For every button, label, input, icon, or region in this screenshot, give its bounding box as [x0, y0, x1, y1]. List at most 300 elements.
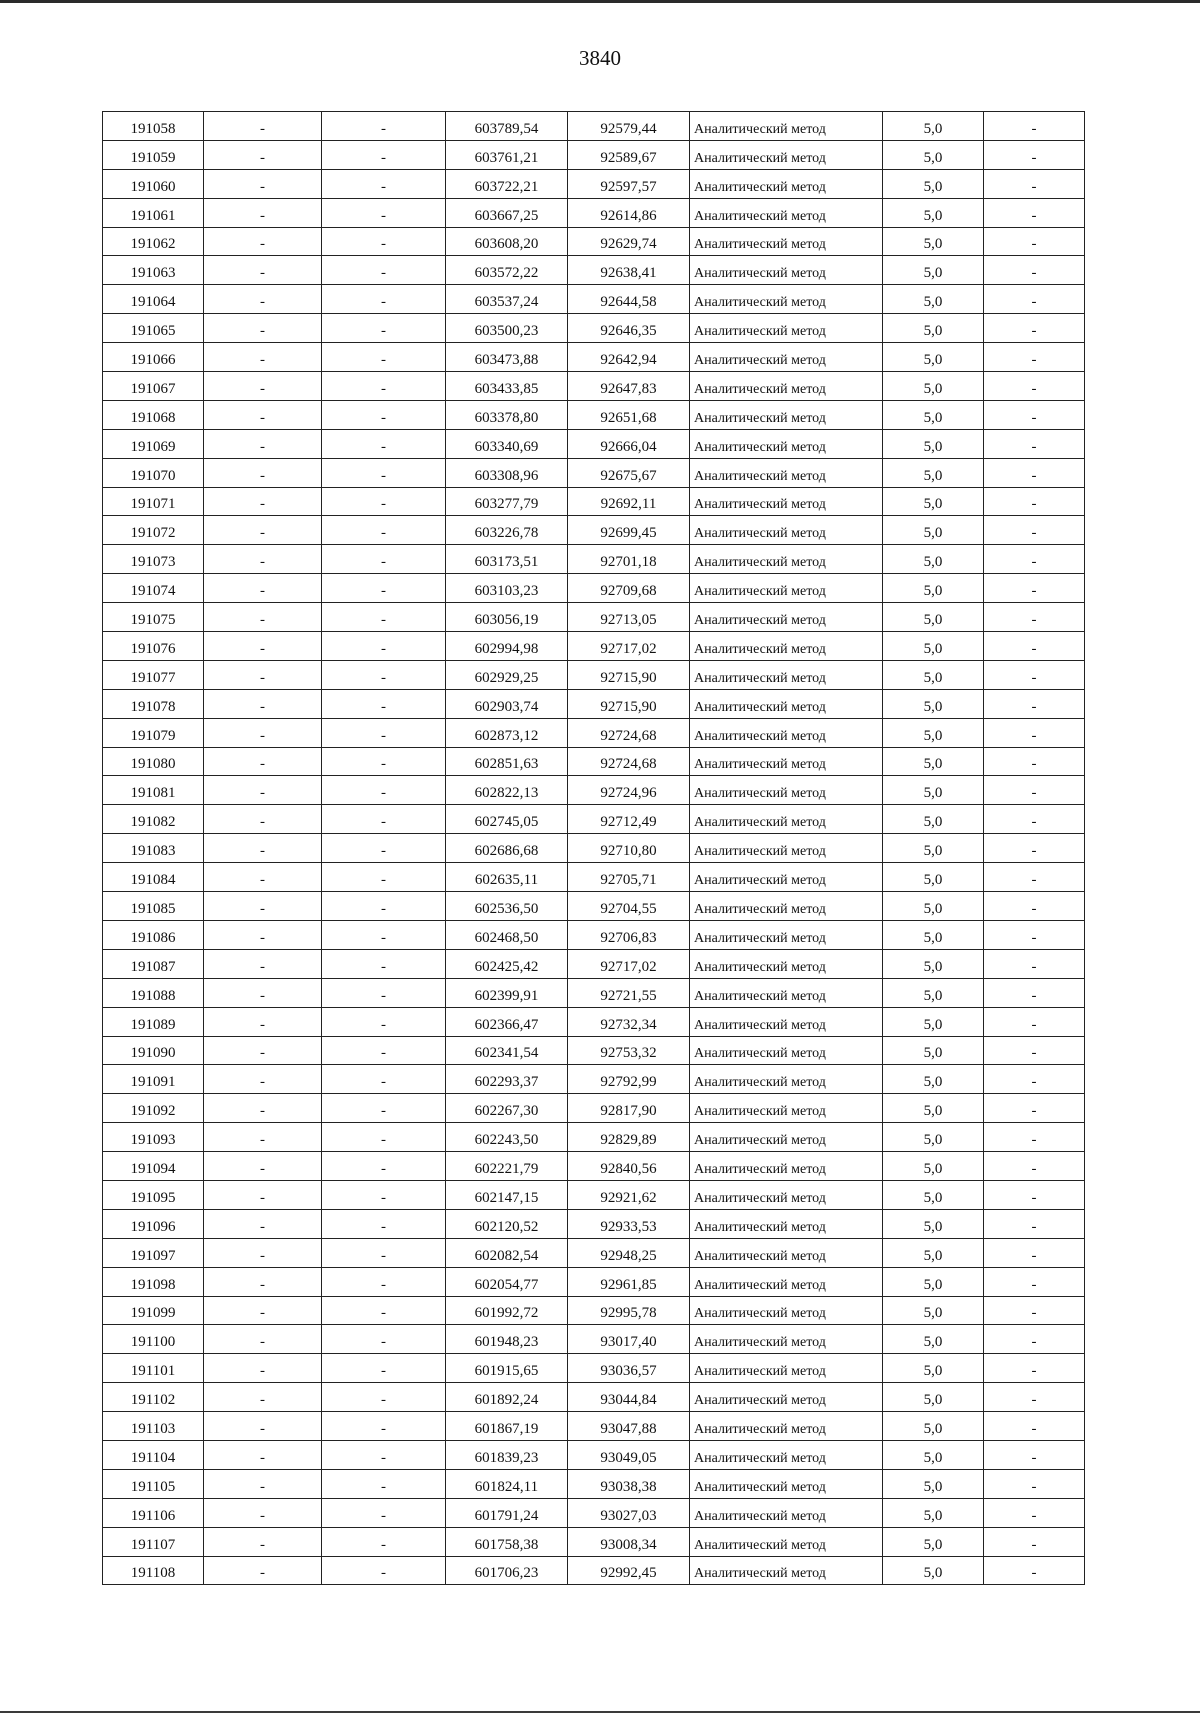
y-coordinate-cell: 92706,83 — [568, 920, 690, 949]
method-cell: Аналитический метод — [690, 1007, 883, 1036]
table-row — [103, 776, 1085, 805]
x-coordinate-cell: 602120,52 — [446, 1209, 568, 1238]
empty-cell-b: - — [322, 285, 446, 314]
empty-cell-b: - — [322, 1065, 446, 1094]
precision-cell: 5,0 — [883, 429, 984, 458]
precision-cell: 5,0 — [883, 805, 984, 834]
empty-cell-b: - — [322, 487, 446, 516]
y-coordinate-cell: 92724,68 — [568, 718, 690, 747]
x-coordinate-cell: 603340,69 — [446, 429, 568, 458]
note-cell: - — [984, 1440, 1085, 1469]
note-cell: - — [984, 1498, 1085, 1527]
x-coordinate-cell: 602745,05 — [446, 805, 568, 834]
empty-cell-a: - — [204, 285, 322, 314]
table-row — [103, 574, 1085, 603]
empty-cell-a: - — [204, 1209, 322, 1238]
table-row — [103, 1469, 1085, 1498]
y-coordinate-cell: 92753,32 — [568, 1036, 690, 1065]
point-id-cell: 191068 — [103, 400, 204, 429]
point-id-cell: 191079 — [103, 718, 204, 747]
precision-cell: 5,0 — [883, 1325, 984, 1354]
x-coordinate-cell: 601892,24 — [446, 1383, 568, 1412]
method-cell: Аналитический метод — [690, 545, 883, 574]
method-cell: Аналитический метод — [690, 949, 883, 978]
x-coordinate-cell: 603722,21 — [446, 169, 568, 198]
method-cell: Аналитический метод — [690, 1296, 883, 1325]
table-row — [103, 718, 1085, 747]
x-coordinate-cell: 603173,51 — [446, 545, 568, 574]
x-coordinate-cell: 602054,77 — [446, 1267, 568, 1296]
method-cell: Аналитический метод — [690, 1440, 883, 1469]
method-cell: Аналитический метод — [690, 574, 883, 603]
empty-cell-b: - — [322, 516, 446, 545]
x-coordinate-cell: 602221,79 — [446, 1152, 568, 1181]
method-cell: Аналитический метод — [690, 1036, 883, 1065]
empty-cell-b: - — [322, 632, 446, 661]
x-coordinate-cell: 602147,15 — [446, 1180, 568, 1209]
point-id-cell: 191077 — [103, 660, 204, 689]
x-coordinate-cell: 603500,23 — [446, 314, 568, 343]
y-coordinate-cell: 92713,05 — [568, 603, 690, 632]
x-coordinate-cell: 601948,23 — [446, 1325, 568, 1354]
x-coordinate-cell: 602929,25 — [446, 660, 568, 689]
table-row — [103, 314, 1085, 343]
empty-cell-a: - — [204, 1180, 322, 1209]
table-row — [103, 169, 1085, 198]
y-coordinate-cell: 92597,57 — [568, 169, 690, 198]
x-coordinate-cell: 602082,54 — [446, 1238, 568, 1267]
x-coordinate-cell: 602399,91 — [446, 978, 568, 1007]
point-id-cell: 191108 — [103, 1556, 204, 1585]
scan-top-edge — [0, 0, 1200, 3]
table-row — [103, 689, 1085, 718]
empty-cell-b: - — [322, 1383, 446, 1412]
precision-cell: 5,0 — [883, 1094, 984, 1123]
precision-cell: 5,0 — [883, 574, 984, 603]
x-coordinate-cell: 602851,63 — [446, 747, 568, 776]
point-id-cell: 191078 — [103, 689, 204, 718]
point-id-cell: 191085 — [103, 892, 204, 921]
empty-cell-b: - — [322, 1094, 446, 1123]
precision-cell: 5,0 — [883, 1354, 984, 1383]
y-coordinate-cell: 92638,41 — [568, 256, 690, 285]
point-id-cell: 191075 — [103, 603, 204, 632]
note-cell: - — [984, 978, 1085, 1007]
method-cell: Аналитический метод — [690, 978, 883, 1007]
x-coordinate-cell: 603667,25 — [446, 198, 568, 227]
y-coordinate-cell: 92840,56 — [568, 1152, 690, 1181]
point-id-cell: 191082 — [103, 805, 204, 834]
method-cell: Аналитический метод — [690, 1556, 883, 1585]
note-cell: - — [984, 256, 1085, 285]
method-cell: Аналитический метод — [690, 1469, 883, 1498]
x-coordinate-cell: 602635,11 — [446, 863, 568, 892]
point-id-cell: 191097 — [103, 1238, 204, 1267]
empty-cell-b: - — [322, 198, 446, 227]
table-row — [103, 458, 1085, 487]
y-coordinate-cell: 92704,55 — [568, 892, 690, 921]
empty-cell-b: - — [322, 1267, 446, 1296]
empty-cell-b: - — [322, 1209, 446, 1238]
precision-cell: 5,0 — [883, 1007, 984, 1036]
table-row — [103, 545, 1085, 574]
point-id-cell: 191084 — [103, 863, 204, 892]
point-id-cell: 191070 — [103, 458, 204, 487]
y-coordinate-cell: 92715,90 — [568, 660, 690, 689]
table-row — [103, 978, 1085, 1007]
y-coordinate-cell: 92699,45 — [568, 516, 690, 545]
method-cell: Аналитический метод — [690, 400, 883, 429]
point-id-cell: 191066 — [103, 343, 204, 372]
method-cell: Аналитический метод — [690, 516, 883, 545]
method-cell: Аналитический метод — [690, 603, 883, 632]
x-coordinate-cell: 603608,20 — [446, 227, 568, 256]
y-coordinate-cell: 92717,02 — [568, 632, 690, 661]
point-id-cell: 191103 — [103, 1412, 204, 1441]
point-id-cell: 191107 — [103, 1527, 204, 1556]
x-coordinate-cell: 601824,11 — [446, 1469, 568, 1498]
table-row — [103, 343, 1085, 372]
note-cell: - — [984, 1469, 1085, 1498]
method-cell: Аналитический метод — [690, 660, 883, 689]
table-row — [103, 1412, 1085, 1441]
method-cell: Аналитический метод — [690, 1094, 883, 1123]
empty-cell-a: - — [204, 372, 322, 401]
precision-cell: 5,0 — [883, 1440, 984, 1469]
point-id-cell: 191072 — [103, 516, 204, 545]
point-id-cell: 191064 — [103, 285, 204, 314]
precision-cell: 5,0 — [883, 343, 984, 372]
table-row — [103, 805, 1085, 834]
note-cell: - — [984, 343, 1085, 372]
precision-cell: 5,0 — [883, 863, 984, 892]
empty-cell-a: - — [204, 429, 322, 458]
x-coordinate-cell: 602267,30 — [446, 1094, 568, 1123]
x-coordinate-cell: 602243,50 — [446, 1123, 568, 1152]
y-coordinate-cell: 92629,74 — [568, 227, 690, 256]
note-cell: - — [984, 545, 1085, 574]
method-cell: Аналитический метод — [690, 256, 883, 285]
empty-cell-b: - — [322, 1180, 446, 1209]
table-row — [103, 892, 1085, 921]
y-coordinate-cell: 93047,88 — [568, 1412, 690, 1441]
x-coordinate-cell: 603308,96 — [446, 458, 568, 487]
note-cell: - — [984, 1036, 1085, 1065]
table-row — [103, 140, 1085, 169]
point-id-cell: 191063 — [103, 256, 204, 285]
note-cell: - — [984, 1065, 1085, 1094]
y-coordinate-cell: 93008,34 — [568, 1527, 690, 1556]
empty-cell-b: - — [322, 574, 446, 603]
note-cell: - — [984, 574, 1085, 603]
point-id-cell: 191076 — [103, 632, 204, 661]
y-coordinate-cell: 92817,90 — [568, 1094, 690, 1123]
empty-cell-a: - — [204, 343, 322, 372]
table-row — [103, 516, 1085, 545]
point-id-cell: 191059 — [103, 140, 204, 169]
empty-cell-a: - — [204, 747, 322, 776]
note-cell: - — [984, 516, 1085, 545]
empty-cell-b: - — [322, 863, 446, 892]
empty-cell-b: - — [322, 256, 446, 285]
method-cell: Аналитический метод — [690, 1152, 883, 1181]
point-id-cell: 191091 — [103, 1065, 204, 1094]
method-cell: Аналитический метод — [690, 1238, 883, 1267]
table-row — [103, 747, 1085, 776]
precision-cell: 5,0 — [883, 516, 984, 545]
note-cell: - — [984, 1325, 1085, 1354]
table-row — [103, 198, 1085, 227]
x-coordinate-cell: 602686,68 — [446, 834, 568, 863]
y-coordinate-cell: 92675,67 — [568, 458, 690, 487]
x-coordinate-cell: 602425,42 — [446, 949, 568, 978]
note-cell: - — [984, 1123, 1085, 1152]
x-coordinate-cell: 603789,54 — [446, 112, 568, 141]
y-coordinate-cell: 93027,03 — [568, 1498, 690, 1527]
y-coordinate-cell: 92715,90 — [568, 689, 690, 718]
note-cell: - — [984, 285, 1085, 314]
method-cell: Аналитический метод — [690, 372, 883, 401]
point-id-cell: 191088 — [103, 978, 204, 1007]
coordinates-table — [102, 111, 1085, 1585]
empty-cell-a: - — [204, 314, 322, 343]
empty-cell-a: - — [204, 776, 322, 805]
point-id-cell: 191098 — [103, 1267, 204, 1296]
method-cell: Аналитический метод — [690, 1383, 883, 1412]
method-cell: Аналитический метод — [690, 718, 883, 747]
y-coordinate-cell: 92692,11 — [568, 487, 690, 516]
point-id-cell: 191087 — [103, 949, 204, 978]
empty-cell-a: - — [204, 487, 322, 516]
precision-cell: 5,0 — [883, 718, 984, 747]
note-cell: - — [984, 747, 1085, 776]
empty-cell-a: - — [204, 516, 322, 545]
point-id-cell: 191067 — [103, 372, 204, 401]
empty-cell-b: - — [322, 920, 446, 949]
precision-cell: 5,0 — [883, 834, 984, 863]
precision-cell: 5,0 — [883, 978, 984, 1007]
precision-cell: 5,0 — [883, 1469, 984, 1498]
table-row — [103, 1354, 1085, 1383]
note-cell: - — [984, 718, 1085, 747]
empty-cell-a: - — [204, 169, 322, 198]
empty-cell-a: - — [204, 1440, 322, 1469]
method-cell: Аналитический метод — [690, 343, 883, 372]
method-cell: Аналитический метод — [690, 1123, 883, 1152]
empty-cell-b: - — [322, 169, 446, 198]
empty-cell-a: - — [204, 1325, 322, 1354]
note-cell: - — [984, 429, 1085, 458]
y-coordinate-cell: 92948,25 — [568, 1238, 690, 1267]
point-id-cell: 191065 — [103, 314, 204, 343]
method-cell: Аналитический метод — [690, 198, 883, 227]
table-row — [103, 1383, 1085, 1412]
point-id-cell: 191093 — [103, 1123, 204, 1152]
x-coordinate-cell: 603056,19 — [446, 603, 568, 632]
note-cell: - — [984, 1296, 1085, 1325]
empty-cell-a: - — [204, 1412, 322, 1441]
precision-cell: 5,0 — [883, 1152, 984, 1181]
x-coordinate-cell: 601915,65 — [446, 1354, 568, 1383]
table-row — [103, 227, 1085, 256]
empty-cell-a: - — [204, 1152, 322, 1181]
table-row — [103, 632, 1085, 661]
method-cell: Аналитический метод — [690, 169, 883, 198]
table-row — [103, 1152, 1085, 1181]
empty-cell-a: - — [204, 1267, 322, 1296]
x-coordinate-cell: 603537,24 — [446, 285, 568, 314]
note-cell: - — [984, 1209, 1085, 1238]
note-cell: - — [984, 1412, 1085, 1441]
precision-cell: 5,0 — [883, 1065, 984, 1094]
y-coordinate-cell: 92709,68 — [568, 574, 690, 603]
table-row — [103, 1267, 1085, 1296]
method-cell: Аналитический метод — [690, 1325, 883, 1354]
empty-cell-b: - — [322, 400, 446, 429]
table-row — [103, 1325, 1085, 1354]
empty-cell-a: - — [204, 1238, 322, 1267]
empty-cell-b: - — [322, 1152, 446, 1181]
y-coordinate-cell: 92666,04 — [568, 429, 690, 458]
point-id-cell: 191058 — [103, 112, 204, 141]
precision-cell: 5,0 — [883, 1383, 984, 1412]
empty-cell-a: - — [204, 1094, 322, 1123]
method-cell: Аналитический метод — [690, 285, 883, 314]
empty-cell-b: - — [322, 458, 446, 487]
note-cell: - — [984, 227, 1085, 256]
empty-cell-b: - — [322, 892, 446, 921]
note-cell: - — [984, 112, 1085, 141]
empty-cell-a: - — [204, 458, 322, 487]
empty-cell-a: - — [204, 863, 322, 892]
empty-cell-b: - — [322, 112, 446, 141]
y-coordinate-cell: 92721,55 — [568, 978, 690, 1007]
empty-cell-b: - — [322, 1007, 446, 1036]
method-cell: Аналитический метод — [690, 805, 883, 834]
precision-cell: 5,0 — [883, 1296, 984, 1325]
y-coordinate-cell: 92724,96 — [568, 776, 690, 805]
note-cell: - — [984, 1354, 1085, 1383]
method-cell: Аналитический метод — [690, 1354, 883, 1383]
table-row — [103, 1556, 1085, 1585]
table-row — [103, 1094, 1085, 1123]
point-id-cell: 191099 — [103, 1296, 204, 1325]
note-cell: - — [984, 169, 1085, 198]
empty-cell-a: - — [204, 805, 322, 834]
y-coordinate-cell: 92992,45 — [568, 1556, 690, 1585]
method-cell: Аналитический метод — [690, 776, 883, 805]
precision-cell: 5,0 — [883, 545, 984, 574]
note-cell: - — [984, 892, 1085, 921]
table-row — [103, 1065, 1085, 1094]
table-row — [103, 1296, 1085, 1325]
point-id-cell: 191101 — [103, 1354, 204, 1383]
empty-cell-a: - — [204, 112, 322, 141]
precision-cell: 5,0 — [883, 285, 984, 314]
point-id-cell: 191061 — [103, 198, 204, 227]
point-id-cell: 191071 — [103, 487, 204, 516]
empty-cell-b: - — [322, 1469, 446, 1498]
note-cell: - — [984, 920, 1085, 949]
table-row — [103, 285, 1085, 314]
y-coordinate-cell: 92614,86 — [568, 198, 690, 227]
empty-cell-a: - — [204, 1498, 322, 1527]
empty-cell-b: - — [322, 1238, 446, 1267]
point-id-cell: 191081 — [103, 776, 204, 805]
empty-cell-b: - — [322, 1036, 446, 1065]
precision-cell: 5,0 — [883, 747, 984, 776]
precision-cell: 5,0 — [883, 1123, 984, 1152]
empty-cell-b: - — [322, 718, 446, 747]
method-cell: Аналитический метод — [690, 689, 883, 718]
method-cell: Аналитический метод — [690, 1498, 883, 1527]
y-coordinate-cell: 92710,80 — [568, 834, 690, 863]
precision-cell: 5,0 — [883, 603, 984, 632]
point-id-cell: 191060 — [103, 169, 204, 198]
precision-cell: 5,0 — [883, 1180, 984, 1209]
method-cell: Аналитический метод — [690, 458, 883, 487]
point-id-cell: 191106 — [103, 1498, 204, 1527]
table-row — [103, 1527, 1085, 1556]
precision-cell: 5,0 — [883, 632, 984, 661]
x-coordinate-cell: 601791,24 — [446, 1498, 568, 1527]
note-cell: - — [984, 776, 1085, 805]
note-cell: - — [984, 660, 1085, 689]
empty-cell-b: - — [322, 1354, 446, 1383]
empty-cell-b: - — [322, 1325, 446, 1354]
x-coordinate-cell: 603433,85 — [446, 372, 568, 401]
empty-cell-b: - — [322, 689, 446, 718]
y-coordinate-cell: 92792,99 — [568, 1065, 690, 1094]
point-id-cell: 191083 — [103, 834, 204, 863]
y-coordinate-cell: 93017,40 — [568, 1325, 690, 1354]
empty-cell-a: - — [204, 1007, 322, 1036]
y-coordinate-cell: 92712,49 — [568, 805, 690, 834]
precision-cell: 5,0 — [883, 400, 984, 429]
precision-cell: 5,0 — [883, 227, 984, 256]
empty-cell-a: - — [204, 227, 322, 256]
y-coordinate-cell: 93038,38 — [568, 1469, 690, 1498]
y-coordinate-cell: 92724,68 — [568, 747, 690, 776]
point-id-cell: 191073 — [103, 545, 204, 574]
empty-cell-a: - — [204, 256, 322, 285]
x-coordinate-cell: 602293,37 — [446, 1065, 568, 1094]
y-coordinate-cell: 92651,68 — [568, 400, 690, 429]
empty-cell-b: - — [322, 1412, 446, 1441]
x-coordinate-cell: 602822,13 — [446, 776, 568, 805]
empty-cell-a: - — [204, 400, 322, 429]
note-cell: - — [984, 1383, 1085, 1412]
precision-cell: 5,0 — [883, 1036, 984, 1065]
method-cell: Аналитический метод — [690, 429, 883, 458]
point-id-cell: 191086 — [103, 920, 204, 949]
empty-cell-a: - — [204, 140, 322, 169]
method-cell: Аналитический метод — [690, 227, 883, 256]
point-id-cell: 191094 — [103, 1152, 204, 1181]
y-coordinate-cell: 92995,78 — [568, 1296, 690, 1325]
x-coordinate-cell: 601992,72 — [446, 1296, 568, 1325]
empty-cell-a: - — [204, 632, 322, 661]
note-cell: - — [984, 487, 1085, 516]
empty-cell-a: - — [204, 1527, 322, 1556]
empty-cell-a: - — [204, 689, 322, 718]
table-row — [103, 112, 1085, 141]
point-id-cell: 191105 — [103, 1469, 204, 1498]
note-cell: - — [984, 372, 1085, 401]
table-row — [103, 487, 1085, 516]
method-cell: Аналитический метод — [690, 747, 883, 776]
table-row — [103, 1007, 1085, 1036]
